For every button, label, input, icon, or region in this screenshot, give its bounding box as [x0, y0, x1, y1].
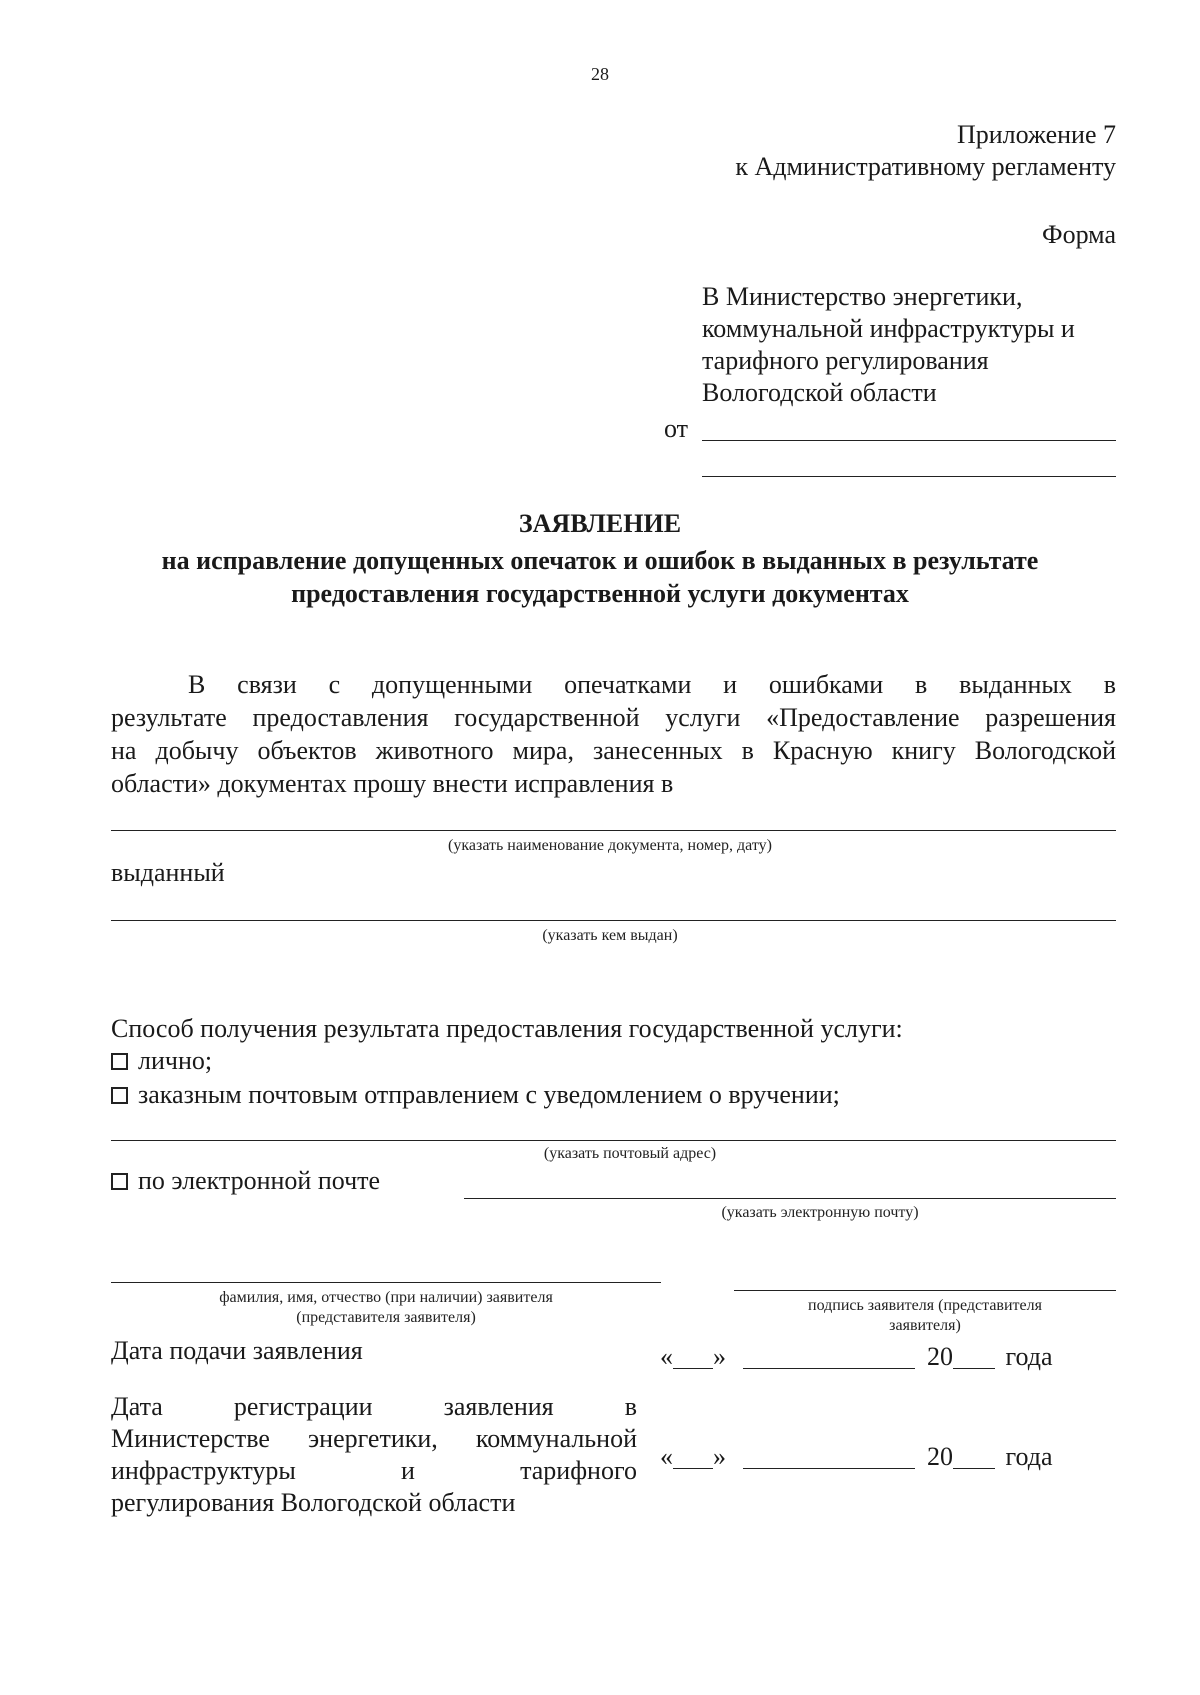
- appendix-label: Приложение 7: [956, 120, 1116, 149]
- option-mail[interactable]: [111, 1078, 840, 1112]
- option-mail-label: заказным почтовым отправлением с уведомлением о вручении;: [138, 1080, 840, 1109]
- from-field-line-1[interactable]: [702, 440, 1116, 441]
- from-field-line-2[interactable]: [702, 476, 1116, 477]
- option-personal[interactable]: [111, 1044, 212, 1078]
- reg-quote-close: »: [713, 1442, 726, 1471]
- body-line-2: результате предоставления государственной услуги «Предоставление разрешения: [111, 703, 1116, 732]
- checkbox-mail[interactable]: [111, 1087, 128, 1104]
- year-blank[interactable]: [953, 1344, 995, 1369]
- option-personal-label: лично;: [138, 1046, 213, 1075]
- registration-label-line-4: регулирования Вологодской области: [111, 1488, 516, 1517]
- applicant-name-caption-1: фамилия, имя, отчество (при наличии) заявителя: [219, 1289, 553, 1306]
- registration-label-line-1: Дата регистрации заявления в: [111, 1392, 637, 1421]
- addressee-line-1: В Министерство энергетики,: [702, 282, 1023, 311]
- form-label: Форма: [1042, 220, 1116, 249]
- option-email-label: по электронной почте: [138, 1166, 381, 1195]
- reg-month-blank[interactable]: [743, 1444, 915, 1469]
- reg-year-blank[interactable]: [953, 1444, 995, 1469]
- registration-label-line-2: Министерстве энергетики, коммунальной: [111, 1424, 637, 1453]
- applicant-name-caption-2: (представителя заявителя): [296, 1309, 476, 1326]
- page-number: 28: [591, 64, 609, 84]
- issued-field-caption: (указать кем выдан): [542, 927, 678, 944]
- option-email[interactable]: [111, 1164, 380, 1198]
- email-caption: (указать электронную почту): [721, 1204, 919, 1221]
- reg-day-blank[interactable]: [673, 1444, 713, 1469]
- from-label: от: [664, 414, 689, 443]
- body-line-1: В связи с допущенными опечатками и ошибками в выданных в: [188, 670, 1116, 699]
- quote-open: «: [660, 1342, 673, 1371]
- checkbox-personal[interactable]: [111, 1053, 128, 1070]
- reg-year-suffix: года: [1005, 1442, 1053, 1471]
- document-subtitle-1: на исправление допущенных опечаток и ошибок в выданных в результате: [161, 546, 1039, 575]
- year-prefix: 20: [927, 1342, 953, 1371]
- registration-date-field[interactable]: [660, 1440, 1053, 1474]
- day-blank[interactable]: [673, 1344, 713, 1369]
- document-title: ЗАЯВЛЕНИЕ: [518, 509, 682, 538]
- month-blank[interactable]: [743, 1344, 915, 1369]
- mail-address-line[interactable]: [111, 1140, 1116, 1141]
- registration-label-line-3: инфраструктуры и тарифного: [111, 1456, 637, 1485]
- addressee-line-4: Вологодской области: [702, 378, 937, 407]
- submission-date-field[interactable]: [660, 1340, 1053, 1374]
- addressee-line-2: коммунальной инфраструктуры и: [702, 314, 1075, 343]
- issued-label: выданный: [111, 858, 225, 887]
- email-line[interactable]: [464, 1198, 1116, 1199]
- submission-date-label: Дата подачи заявления: [111, 1336, 363, 1365]
- document-field-caption: (указать наименование документа, номер, дату): [448, 837, 772, 854]
- mail-address-caption: (указать почтовый адрес): [543, 1145, 717, 1162]
- document-field-line[interactable]: [111, 830, 1116, 831]
- body-line-3: на добычу объектов животного мира, занесенных в Красную книгу Вологодской: [111, 736, 1116, 765]
- document-subtitle-2: предоставления государственной услуги документах: [291, 579, 909, 608]
- issued-field-line[interactable]: [111, 920, 1116, 921]
- quote-close: »: [713, 1342, 726, 1371]
- reg-quote-open: «: [660, 1442, 673, 1471]
- addressee-line-3: тарифного регулирования: [702, 346, 989, 375]
- checkbox-email[interactable]: [111, 1173, 128, 1190]
- regulation-label: к Административному регламенту: [735, 152, 1116, 181]
- applicant-name-line[interactable]: [111, 1282, 661, 1283]
- applicant-signature-line[interactable]: [734, 1290, 1116, 1291]
- applicant-signature-caption-1: подпись заявителя (представителя: [808, 1297, 1042, 1314]
- applicant-signature-caption-2: заявителя): [889, 1317, 961, 1334]
- body-line-4: области» документах прошу внести исправления в: [111, 769, 674, 798]
- delivery-heading: Способ получения результата предоставления государственной услуги:: [111, 1014, 903, 1043]
- year-suffix: года: [1005, 1342, 1053, 1371]
- reg-year-prefix: 20: [927, 1442, 953, 1471]
